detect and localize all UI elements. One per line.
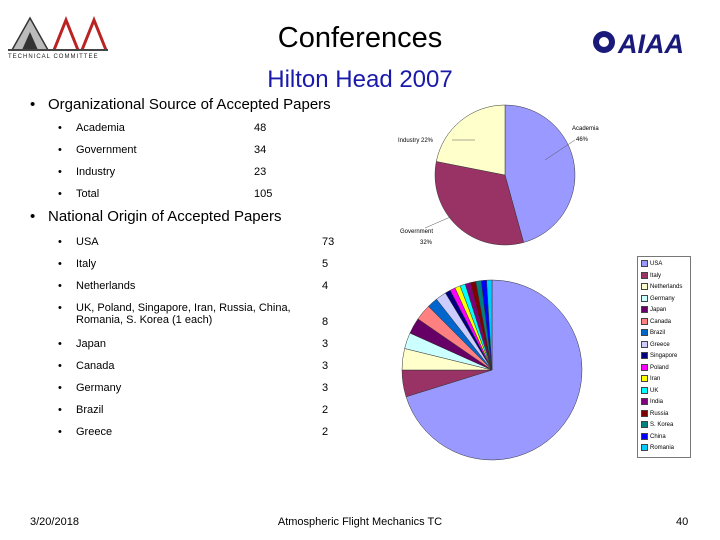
list-item-label: Netherlands [76, 280, 136, 292]
legend-label: Germany [650, 295, 675, 302]
footer-date: 3/20/2018 [30, 516, 79, 528]
list-item [58, 404, 104, 416]
pie1-label-academia: Academia [572, 126, 599, 132]
legend-entry [641, 295, 675, 302]
list-item [58, 122, 125, 134]
list-item-label: Italy [76, 258, 97, 270]
pie1-label-government: Government [400, 229, 434, 235]
legend-swatch [641, 306, 648, 313]
aiaa-logo [590, 24, 710, 60]
list-item-value: 8 [322, 316, 329, 328]
bullet-icon: • [58, 426, 62, 438]
legend-swatch [641, 375, 648, 382]
legend-entry [641, 421, 673, 428]
list-item-label: Canada [76, 360, 115, 372]
org-source-pie-chart [380, 100, 640, 260]
list-item-value: 48 [254, 122, 267, 134]
legend-swatch [641, 433, 648, 440]
legend-entry [641, 341, 670, 348]
pie1-label-academia-pct: 46% [576, 137, 589, 143]
list-item [58, 360, 115, 372]
legend-swatch [641, 341, 648, 348]
page-number: 40 [676, 516, 689, 528]
list-item-value: 4 [322, 280, 329, 292]
legend-label: S. Korea [650, 422, 674, 429]
bullet-icon: • [58, 280, 62, 292]
list-item-label: Government [76, 144, 137, 156]
legend-swatch [641, 398, 648, 405]
legend-swatch [641, 283, 648, 290]
list-item-value: 3 [322, 382, 329, 394]
section1-heading: • Organizational Source of Accepted Papers [30, 96, 331, 113]
bullet-icon: • [58, 338, 62, 350]
legend-entry [641, 306, 666, 313]
list-item-label: Academia [76, 122, 125, 134]
legend-label: USA [650, 261, 663, 268]
list-item [58, 382, 121, 394]
bullet-icon: • [58, 360, 62, 372]
bullet-icon: • [58, 122, 62, 134]
legend-label: Italy [650, 272, 662, 279]
legend-label: Romania [650, 445, 675, 452]
legend-swatch [641, 421, 648, 428]
legend-entry [641, 272, 661, 279]
legend-label: Russia [650, 410, 669, 417]
legend-entry [641, 387, 658, 394]
section2-heading: • National Origin of Accepted Papers [30, 208, 282, 225]
bullet-icon: • [58, 382, 62, 394]
bullet-icon: • [30, 96, 36, 113]
list-item-value: 5 [322, 258, 329, 270]
legend-label: UK [650, 387, 659, 394]
bullet-icon: • [58, 188, 62, 200]
legend-label: China [650, 433, 666, 440]
list-item-label: Total [76, 188, 100, 200]
list-item-label: Japan [76, 338, 106, 350]
list-item-label: Germany [76, 382, 122, 394]
page-subtitle: Hilton Head 2007 [267, 66, 453, 93]
list-item-label: Greece [76, 426, 113, 438]
legend-entry [641, 329, 665, 336]
legend-entry [641, 375, 660, 382]
legend-entry [641, 352, 677, 359]
legend-label: Singapore [650, 353, 678, 360]
legend-swatch [641, 410, 648, 417]
bullet-icon: • [58, 404, 62, 416]
legend-swatch [641, 352, 648, 359]
legend-label: Poland [650, 364, 669, 371]
legend-label: Greece [650, 341, 670, 348]
list-item [58, 280, 135, 292]
list-item-label-continued: Romania, S. Korea (1 each) [76, 314, 213, 326]
bullet-icon: • [58, 144, 62, 156]
list-item [58, 426, 112, 438]
legend-label: Brazil [650, 330, 666, 337]
list-item [58, 166, 115, 178]
list-item-value: 3 [322, 360, 329, 372]
list-item-value: 34 [254, 144, 267, 156]
legend-entry [641, 410, 668, 417]
list-item [58, 302, 291, 326]
legend-entry [641, 283, 682, 290]
legend-swatch [641, 364, 648, 371]
national-origin-pie-chart [400, 266, 600, 466]
aiaa-logo-text: AIAA [618, 29, 684, 59]
list-item-value: 3 [322, 338, 329, 350]
bullet-icon: • [58, 302, 62, 314]
legend-entry [641, 364, 669, 371]
legend-swatch [641, 318, 648, 325]
legend-label: Canada [650, 318, 672, 325]
list-item-value: 73 [322, 236, 335, 248]
list-item-label: Industry [76, 166, 116, 178]
list-item-value: 2 [322, 404, 329, 416]
legend-swatch [641, 295, 648, 302]
legend-swatch [641, 444, 648, 451]
legend-label: Iran [650, 376, 661, 383]
pie1-label-government-pct: 32% [420, 240, 433, 246]
list-item-label: Brazil [76, 404, 104, 416]
list-item-value: 2 [322, 426, 329, 438]
pie1-label-industry: Industry 22% [398, 138, 434, 144]
legend-entry [641, 318, 671, 325]
page-title: Conferences [277, 22, 443, 54]
aiaa-logo-mark [590, 24, 710, 60]
national-origin-legend [637, 256, 691, 458]
bullet-icon: • [58, 166, 62, 178]
list-item [58, 236, 99, 248]
list-item-value: 105 [254, 188, 273, 200]
footer-title: Atmospheric Flight Mechanics TC [277, 516, 443, 528]
list-item [58, 338, 106, 350]
list-item-label: UK, Poland, Singapore, Iran, Russia, China, [76, 302, 291, 314]
list-item-label: USA [76, 236, 99, 248]
list-item [58, 188, 99, 200]
legend-label: Netherlands [650, 284, 683, 291]
legend-swatch [641, 260, 648, 267]
legend-label: Japan [650, 307, 667, 314]
logo-tagline: TECHNICAL COMMITTEE [8, 54, 99, 60]
bullet-icon: • [58, 236, 62, 248]
list-item-value: 23 [254, 166, 267, 178]
legend-swatch [641, 387, 648, 394]
list-item [58, 258, 96, 270]
legend-entry [641, 398, 663, 405]
legend-swatch [641, 329, 648, 336]
legend-entry [641, 444, 674, 451]
legend-swatch [641, 272, 648, 279]
bullet-icon: • [30, 208, 36, 225]
legend-entry [641, 433, 666, 440]
bullet-icon: • [58, 258, 62, 270]
legend-entry [641, 260, 662, 267]
legend-label: India [650, 399, 664, 406]
list-item [58, 144, 137, 156]
